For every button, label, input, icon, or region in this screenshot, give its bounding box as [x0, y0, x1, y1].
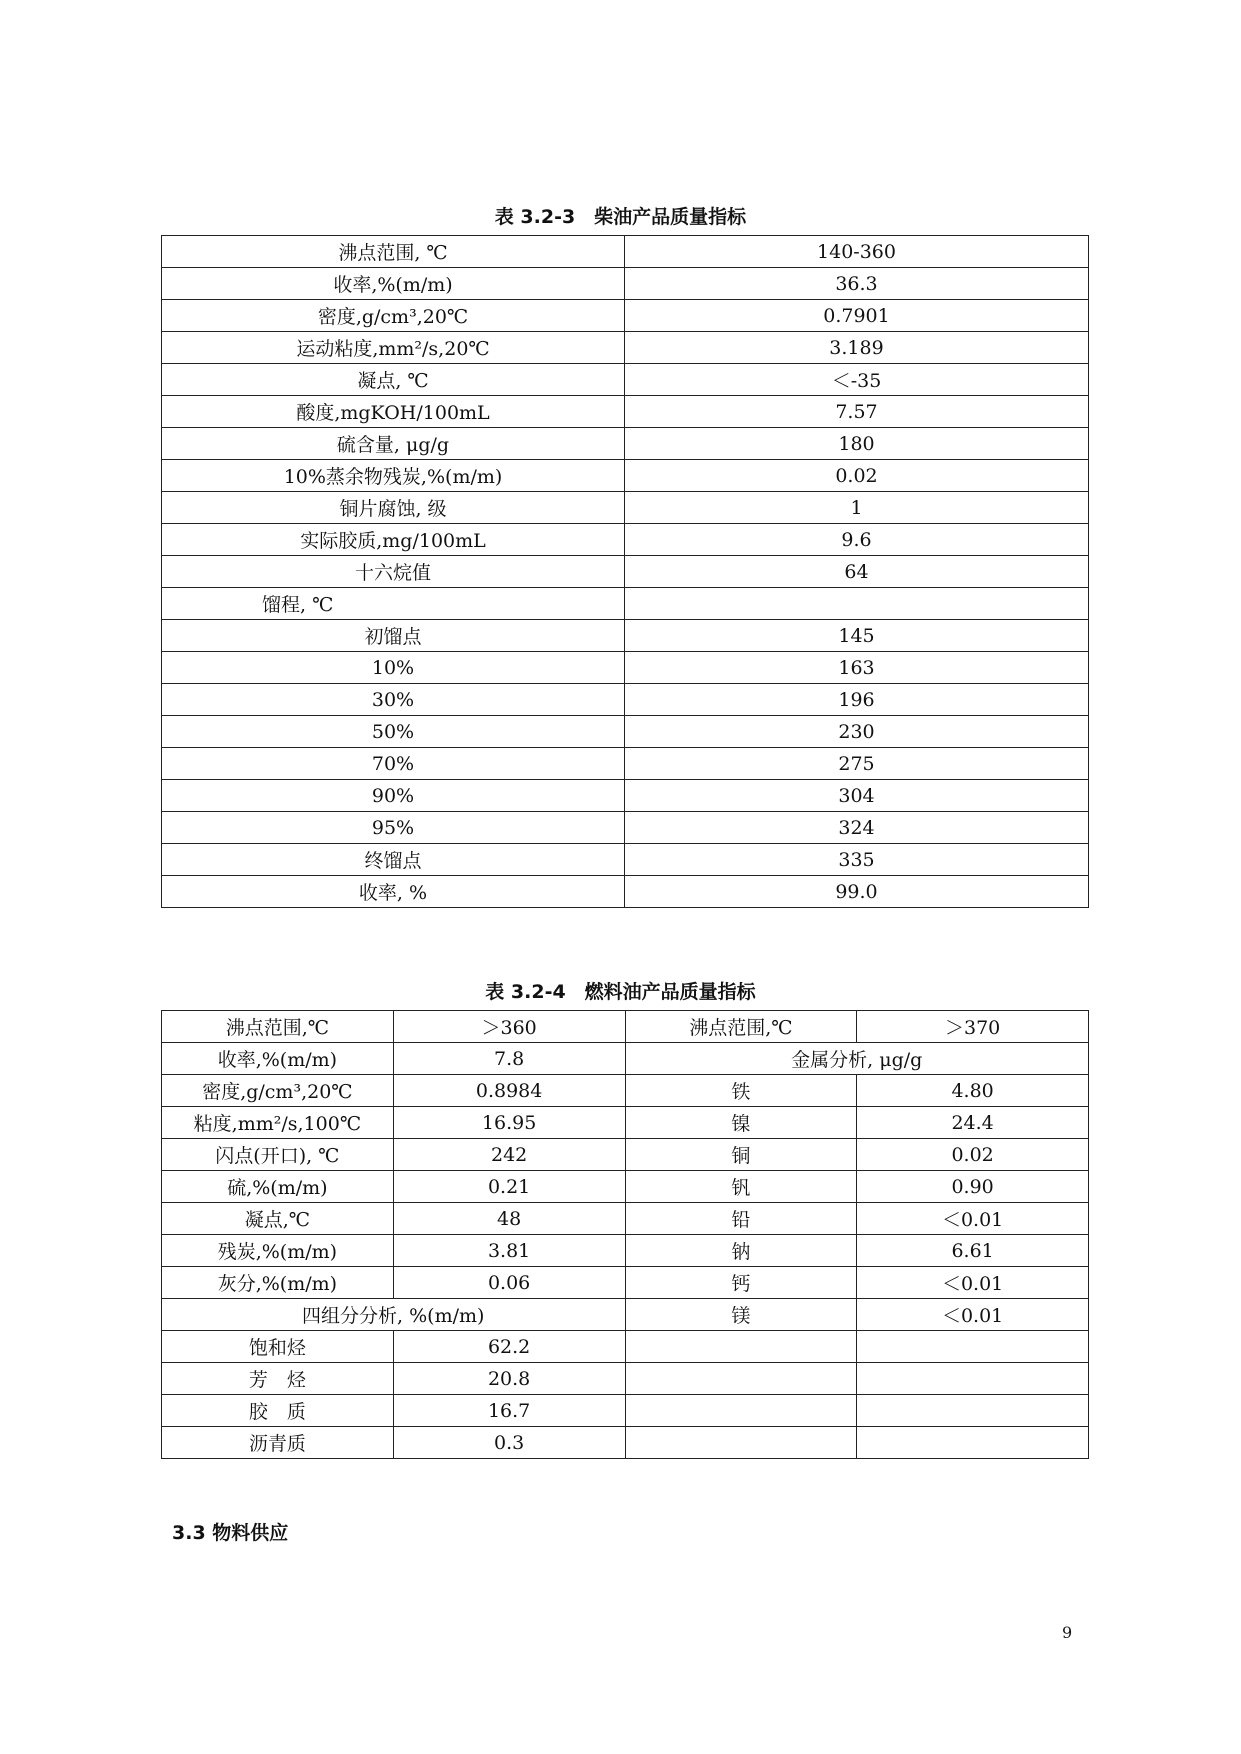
fuel-oil-quality-table [161, 1010, 1089, 1459]
table-row [162, 1427, 1089, 1459]
property-label: 收率,%(m/m) [162, 1043, 394, 1075]
property-value: 16.95 [393, 1107, 625, 1139]
table-row [162, 1171, 1089, 1203]
row-label: 终馏点 [162, 844, 625, 876]
metal-name: 钙 [625, 1267, 857, 1299]
property-value: 0.8984 [393, 1075, 625, 1107]
table-row [162, 620, 1089, 652]
diesel-quality-table [161, 235, 1089, 908]
empty-cell [857, 1427, 1089, 1459]
row-label: 实际胶质,mg/100mL [162, 524, 625, 556]
row-label: 铜片腐蚀, 级 [162, 492, 625, 524]
property-value: 3.81 [393, 1235, 625, 1267]
row-value: 230 [625, 716, 1089, 748]
table-row [162, 1107, 1089, 1139]
row-value: ＜-35 [625, 364, 1089, 396]
page-number: 9 [1062, 1623, 1073, 1642]
property-label: 沸点范围,℃ [162, 1011, 394, 1043]
table-row [162, 556, 1089, 588]
row-label: 馏程, ℃ [162, 588, 625, 620]
empty-cell [857, 1395, 1089, 1427]
row-label: 10% [162, 652, 625, 684]
table-row [162, 1075, 1089, 1107]
section-heading: 3.3 物料供应 [172, 1522, 289, 1544]
table-row [162, 652, 1089, 684]
table-row [162, 1395, 1089, 1427]
metal-name: 镍 [625, 1107, 857, 1139]
metal-value: 6.61 [857, 1235, 1089, 1267]
metal-analysis-header: 金属分析, μg/g [625, 1043, 1089, 1075]
component-label: 芳 烃 [162, 1363, 394, 1395]
row-value: 9.6 [625, 524, 1089, 556]
row-label: 沸点范围, ℃ [162, 236, 625, 268]
row-label: 酸度,mgKOH/100mL [162, 396, 625, 428]
property-label: 粘度,mm²/s,100℃ [162, 1107, 394, 1139]
table-row [162, 1203, 1089, 1235]
metal-name: 镁 [625, 1299, 857, 1331]
property-label: 凝点,℃ [162, 1203, 394, 1235]
table-row [162, 1363, 1089, 1395]
row-label: 收率, % [162, 876, 625, 908]
row-value: 0.7901 [625, 300, 1089, 332]
row-value: 335 [625, 844, 1089, 876]
table-row [162, 780, 1089, 812]
table-row [162, 876, 1089, 908]
table-3-2-4-caption: 表 3.2-4 燃料油产品质量指标 [485, 981, 756, 1003]
table-row [162, 1139, 1089, 1171]
table-row [162, 1331, 1089, 1363]
metal-name: 钠 [625, 1235, 857, 1267]
property-label: 闪点(开口), ℃ [162, 1139, 394, 1171]
property-label: 密度,g/cm³,20℃ [162, 1075, 394, 1107]
empty-cell [857, 1331, 1089, 1363]
component-value: 16.7 [393, 1395, 625, 1427]
row-value: 36.3 [625, 268, 1089, 300]
component-label: 沥青质 [162, 1427, 394, 1459]
component-label: 胶 质 [162, 1395, 394, 1427]
row-label: 收率,%(m/m) [162, 268, 625, 300]
metal-value: ＜0.01 [857, 1203, 1089, 1235]
empty-cell [857, 1363, 1089, 1395]
row-value: 324 [625, 812, 1089, 844]
property-value: 48 [393, 1203, 625, 1235]
table-row [162, 1267, 1089, 1299]
row-value: 1 [625, 492, 1089, 524]
table-row [162, 492, 1089, 524]
table-row [162, 396, 1089, 428]
component-label: 饱和烃 [162, 1331, 394, 1363]
row-value: 145 [625, 620, 1089, 652]
row-value: 304 [625, 780, 1089, 812]
property-value: ＞360 [393, 1011, 625, 1043]
row-label: 硫含量, μg/g [162, 428, 625, 460]
table-row [162, 1299, 1089, 1331]
metal-value: 24.4 [857, 1107, 1089, 1139]
component-value: 62.2 [393, 1331, 625, 1363]
row-value: 140-360 [625, 236, 1089, 268]
row-label: 密度,g/cm³,20℃ [162, 300, 625, 332]
property-value: 0.21 [393, 1171, 625, 1203]
row-value: 64 [625, 556, 1089, 588]
metal-value: ＜0.01 [857, 1267, 1089, 1299]
property-value: ＞370 [857, 1011, 1089, 1043]
metal-name: 铜 [625, 1139, 857, 1171]
row-label: 95% [162, 812, 625, 844]
property-value: 0.06 [393, 1267, 625, 1299]
component-value: 20.8 [393, 1363, 625, 1395]
table-row [162, 524, 1089, 556]
row-label: 30% [162, 684, 625, 716]
row-value: 275 [625, 748, 1089, 780]
empty-cell [625, 1395, 857, 1427]
table-row [162, 1043, 1089, 1075]
table-row [162, 588, 1089, 620]
table-row [162, 332, 1089, 364]
metal-name: 铅 [625, 1203, 857, 1235]
table-row [162, 748, 1089, 780]
table-row [162, 684, 1089, 716]
row-value: 99.0 [625, 876, 1089, 908]
property-label: 残炭,%(m/m) [162, 1235, 394, 1267]
metal-value: 0.02 [857, 1139, 1089, 1171]
property-value: 7.8 [393, 1043, 625, 1075]
table-row [162, 428, 1089, 460]
row-value [625, 588, 1089, 620]
table-row [162, 268, 1089, 300]
metal-value: 4.80 [857, 1075, 1089, 1107]
table-row [162, 364, 1089, 396]
property-label: 硫,%(m/m) [162, 1171, 394, 1203]
table-row [162, 1011, 1089, 1043]
table-3-2-3-caption: 表 3.2-3 柴油产品质量指标 [494, 206, 747, 228]
row-value: 7.57 [625, 396, 1089, 428]
table-row [162, 300, 1089, 332]
row-value: 180 [625, 428, 1089, 460]
empty-cell [625, 1331, 857, 1363]
metal-name: 钒 [625, 1171, 857, 1203]
property-value: 242 [393, 1139, 625, 1171]
row-value: 0.02 [625, 460, 1089, 492]
empty-cell [625, 1427, 857, 1459]
row-label: 70% [162, 748, 625, 780]
table-row [162, 716, 1089, 748]
component-value: 0.3 [393, 1427, 625, 1459]
table-row [162, 844, 1089, 876]
row-label: 初馏点 [162, 620, 625, 652]
row-label: 凝点, ℃ [162, 364, 625, 396]
row-label: 90% [162, 780, 625, 812]
metal-value: 0.90 [857, 1171, 1089, 1203]
table-row [162, 460, 1089, 492]
row-value: 196 [625, 684, 1089, 716]
empty-cell [625, 1363, 857, 1395]
row-value: 3.189 [625, 332, 1089, 364]
row-label: 50% [162, 716, 625, 748]
metal-value: ＜0.01 [857, 1299, 1089, 1331]
row-label: 十六烷值 [162, 556, 625, 588]
table-row [162, 1235, 1089, 1267]
property-label: 沸点范围,℃ [625, 1011, 857, 1043]
property-label: 灰分,%(m/m) [162, 1267, 394, 1299]
row-label: 运动粘度,mm²/s,20℃ [162, 332, 625, 364]
table-row [162, 236, 1089, 268]
row-label: 10%蒸余物残炭,%(m/m) [162, 460, 625, 492]
row-value: 163 [625, 652, 1089, 684]
metal-name: 铁 [625, 1075, 857, 1107]
table-row [162, 812, 1089, 844]
sara-analysis-header: 四组分分析, %(m/m) [162, 1299, 626, 1331]
